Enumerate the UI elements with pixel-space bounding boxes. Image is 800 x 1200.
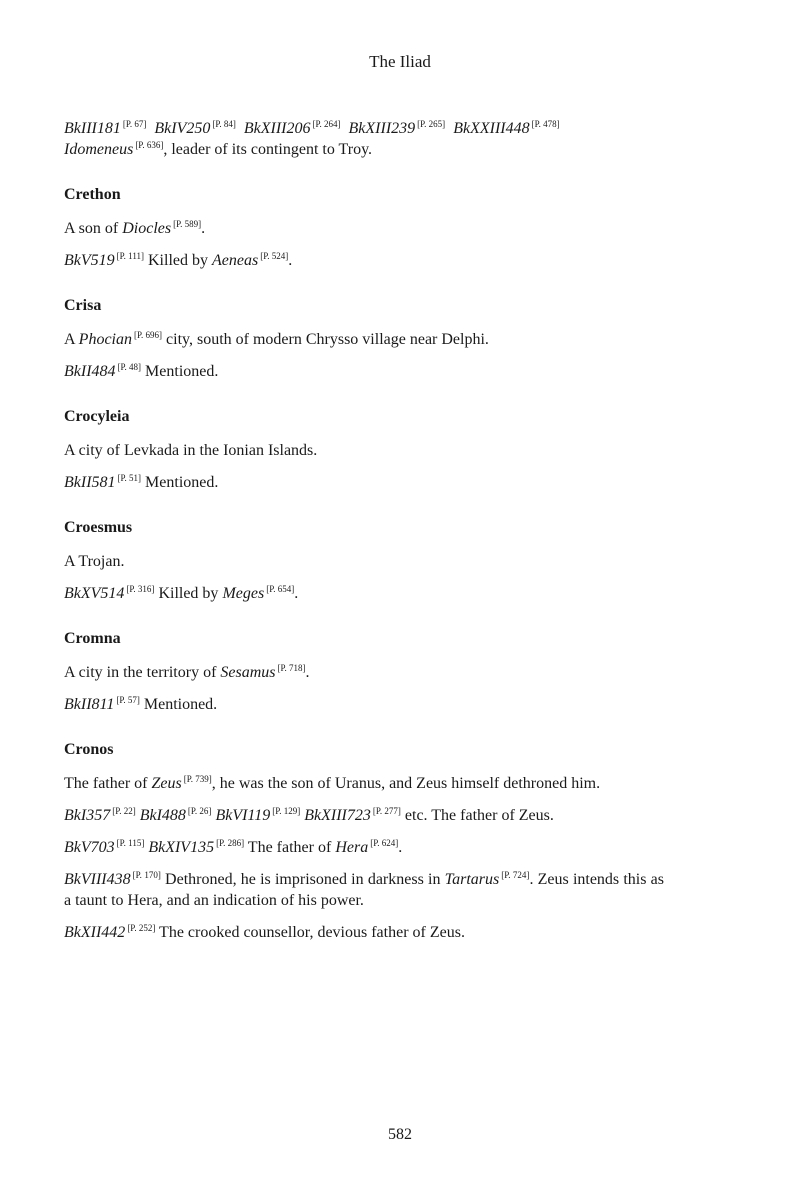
- entry-crethon: [64, 185, 664, 271]
- text: A son of: [64, 220, 123, 237]
- text: Dethroned, he is imprisoned in darkness in: [160, 871, 445, 888]
- page-ref[interactable]: [P. 654]: [266, 584, 295, 594]
- ref-line: [64, 583, 664, 604]
- text: Mentioned.: [141, 363, 219, 380]
- ref-line: [64, 361, 664, 382]
- text: The crooked counsellor, devious father of Zeus.: [155, 924, 465, 941]
- ref-line: [64, 805, 664, 826]
- name-link[interactable]: Meges: [222, 585, 265, 602]
- text: Killed by: [154, 585, 223, 602]
- name-link[interactable]: Tartarus: [444, 871, 500, 888]
- page-ref[interactable]: [P. 277]: [372, 806, 401, 816]
- description: A Trojan.: [64, 553, 125, 570]
- name-link[interactable]: Sesamus: [220, 664, 276, 681]
- page-ref[interactable]: [P. 524]: [260, 251, 289, 261]
- book-ref[interactable]: BkIII181: [64, 120, 121, 137]
- entry-title: Crisa: [64, 297, 102, 314]
- book-ref[interactable]: BkV519: [64, 252, 115, 269]
- entry-title: Crethon: [64, 186, 121, 203]
- page-ref[interactable]: [P. 252]: [127, 923, 156, 933]
- page-ref[interactable]: [P. 286]: [216, 838, 245, 848]
- page-ref[interactable]: [P. 26]: [187, 806, 212, 816]
- page-ref[interactable]: [P. 51]: [117, 473, 142, 483]
- page-number: 582: [388, 1126, 412, 1143]
- page-ref[interactable]: [P. 57]: [116, 695, 140, 705]
- book-ref[interactable]: BkXIV135: [148, 839, 215, 856]
- text: city, south of modern Chrysso village near Delphi.: [162, 331, 489, 348]
- name-link[interactable]: Phocian: [78, 331, 132, 348]
- page-ref[interactable]: [P. 739]: [183, 774, 212, 784]
- page-ref[interactable]: [P. 22]: [112, 806, 136, 816]
- ref-line: [64, 472, 664, 493]
- ref-line: [64, 837, 664, 858]
- book-ref[interactable]: BkII484: [64, 363, 116, 380]
- book-ref[interactable]: BkII581: [64, 474, 116, 491]
- page-ref[interactable]: [P. 48]: [117, 362, 142, 372]
- page-ref[interactable]: [P. 316]: [126, 584, 155, 594]
- book-ref[interactable]: BkXIII239: [348, 120, 416, 137]
- page-ref[interactable]: [P. 636]: [135, 140, 164, 150]
- text: . Zeus intends this as a taunt to Hera, and an indication of his power.: [64, 871, 665, 909]
- entry-croesmus: [64, 518, 664, 604]
- ref-line: [64, 250, 664, 271]
- entry-continuation: [64, 118, 664, 160]
- ref-line: [64, 694, 664, 715]
- ref-line: [64, 922, 664, 943]
- page-content: [64, 118, 664, 968]
- book-ref[interactable]: BkXIII206: [243, 120, 311, 137]
- book-ref[interactable]: BkVI119: [215, 807, 271, 824]
- text: etc. The father of Zeus.: [400, 807, 554, 824]
- page-ref[interactable]: [P. 111]: [116, 251, 144, 261]
- name-link[interactable]: Idomeneus: [64, 141, 134, 158]
- page-ref[interactable]: [P. 265]: [417, 119, 446, 129]
- description: [64, 662, 664, 683]
- page-ref[interactable]: [P. 115]: [116, 838, 145, 848]
- entry-title: Crocyleia: [64, 408, 130, 425]
- text: Mentioned.: [141, 474, 219, 491]
- entry-crisa: [64, 296, 664, 382]
- page-ref[interactable]: [P. 589]: [173, 219, 202, 229]
- text: The father of: [64, 775, 152, 792]
- page-ref[interactable]: [P. 718]: [277, 663, 306, 673]
- book-ref[interactable]: BkXIII723: [304, 807, 371, 824]
- entry-title: Cronos: [64, 741, 114, 758]
- ref-line: [64, 869, 664, 911]
- text: , leader of its contingent to Troy.: [163, 141, 373, 158]
- entry-cromna: [64, 629, 664, 715]
- ref-line: [64, 118, 664, 160]
- book-ref[interactable]: BkI488: [139, 807, 186, 824]
- page-ref[interactable]: [P. 624]: [370, 838, 399, 848]
- entry-title: Croesmus: [64, 519, 133, 536]
- description: A city of Levkada in the Ionian Islands.: [64, 442, 318, 459]
- book-ref[interactable]: BkXXIII448: [453, 120, 530, 137]
- page-ref[interactable]: [P. 724]: [501, 870, 530, 880]
- text: .: [305, 664, 310, 681]
- name-link[interactable]: Diocles: [122, 220, 172, 237]
- text: A: [64, 331, 79, 348]
- name-link[interactable]: Aeneas: [212, 252, 259, 269]
- description: [64, 329, 664, 350]
- page-ref[interactable]: [P. 264]: [312, 119, 341, 129]
- text: .: [294, 585, 299, 602]
- description: [64, 773, 664, 794]
- description: [64, 218, 664, 239]
- book-ref[interactable]: BkXII442: [64, 924, 126, 941]
- book-ref[interactable]: BkI357: [64, 807, 111, 824]
- page-ref[interactable]: [P. 84]: [212, 119, 236, 129]
- text: .: [398, 839, 403, 856]
- book-ref[interactable]: BkXV514: [64, 585, 125, 602]
- text: A city in the territory of: [64, 664, 221, 681]
- book-ref[interactable]: BkVIII438: [64, 871, 131, 888]
- book-ref[interactable]: BkV703: [64, 839, 115, 856]
- page-ref[interactable]: [P. 67]: [122, 119, 147, 129]
- text: , he was the son of Uranus, and Zeus himself dethroned him.: [211, 775, 601, 792]
- page-ref[interactable]: [P. 478]: [531, 119, 560, 129]
- name-link[interactable]: Hera: [335, 839, 369, 856]
- page-ref[interactable]: [P. 696]: [134, 330, 163, 340]
- entry-title: Cromna: [64, 630, 121, 647]
- entry-crocyleia: [64, 407, 664, 493]
- page-header: The Iliad: [369, 52, 431, 71]
- book-ref[interactable]: BkII811: [64, 696, 115, 713]
- page-ref[interactable]: [P. 129]: [272, 806, 301, 816]
- entry-cronos: [64, 740, 664, 943]
- book-ref[interactable]: BkIV250: [154, 120, 211, 137]
- text: .: [201, 220, 206, 237]
- text: The father of: [244, 839, 336, 856]
- text: Killed by: [144, 252, 212, 269]
- page-ref[interactable]: [P. 170]: [132, 870, 161, 880]
- name-link[interactable]: Zeus: [151, 775, 182, 792]
- text: .: [288, 252, 293, 269]
- text: Mentioned.: [139, 696, 218, 713]
